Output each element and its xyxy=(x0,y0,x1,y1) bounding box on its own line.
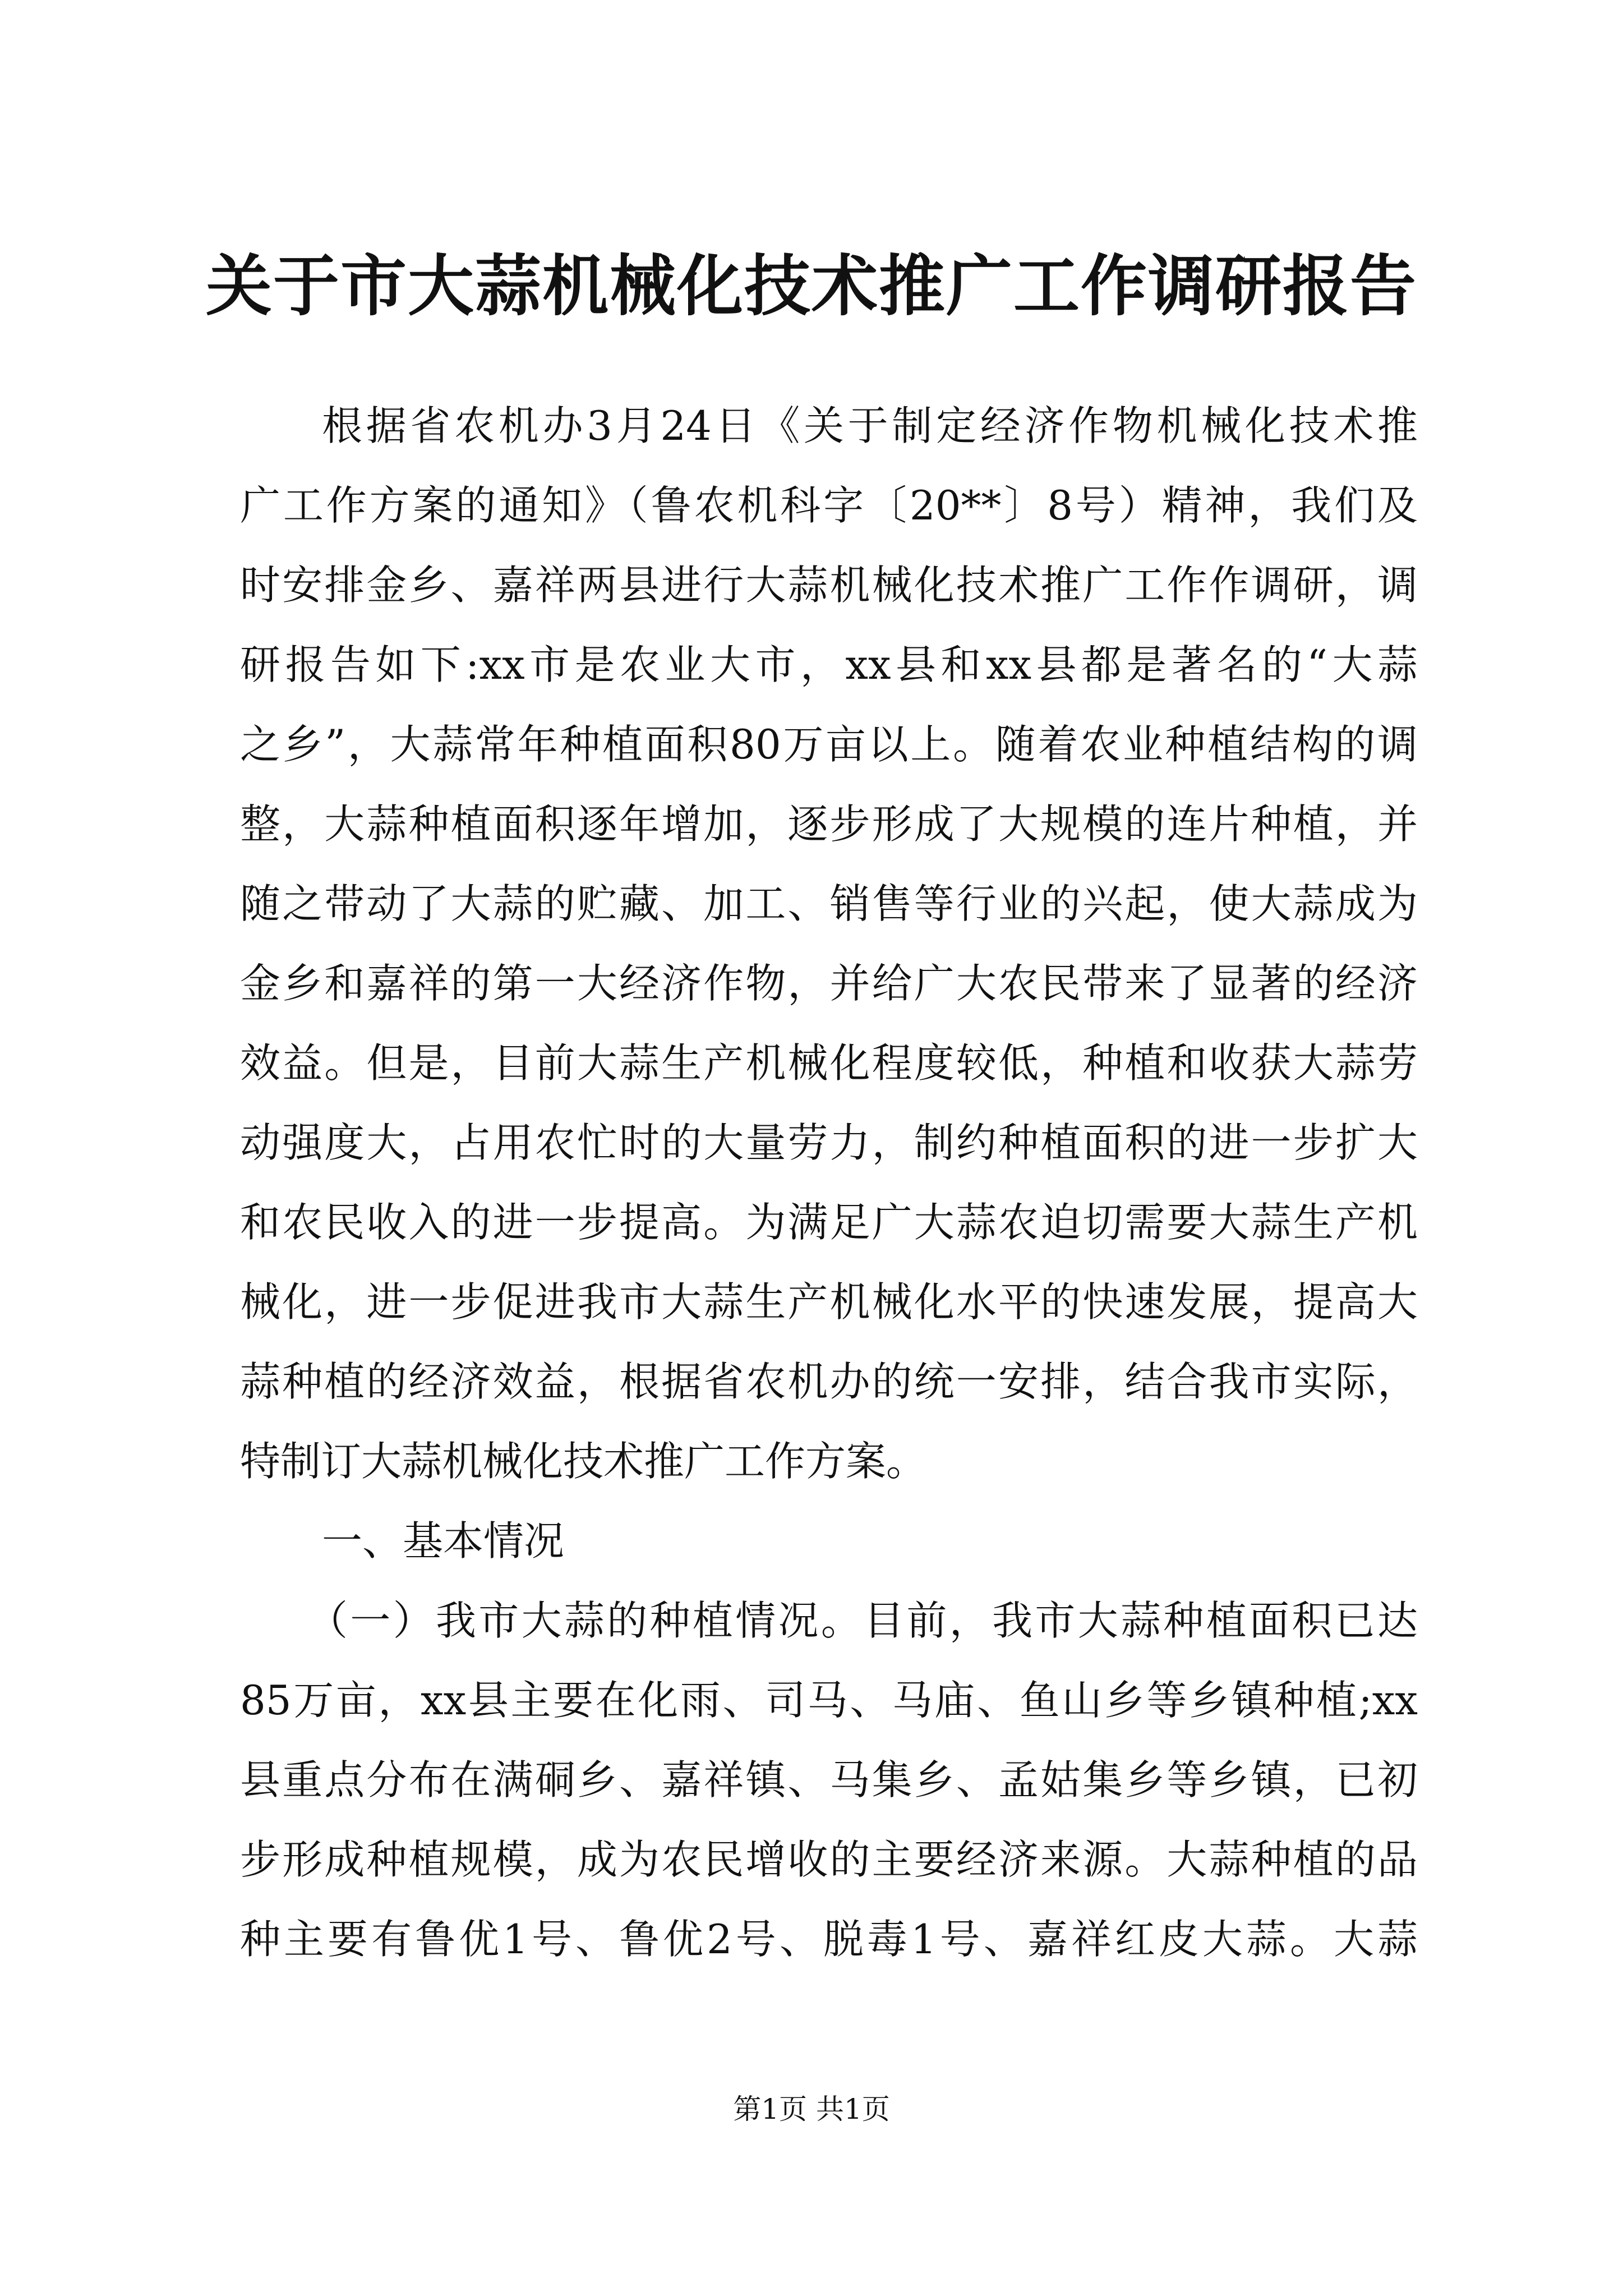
paragraph-1-line: 时安排金乡、嘉祥两县进行大蒜机械化技术推广工作作调研，调 xyxy=(240,562,1418,609)
paragraph-1-line: 整，大蒜种植面积逐年增加，逐步形成了大规模的连片种植，并 xyxy=(240,800,1418,848)
paragraph-1-line: 研报告如下:xx市是农业大市，xx县和xx县都是著名的“大蒜 xyxy=(240,641,1418,688)
paragraph-1-line: 广工作方案的通知》（鲁农机科字〔20**〕8号）精神，我们及 xyxy=(240,482,1418,529)
paragraph-1-line: 特制订大蒜机械化技术推广工作方案。 xyxy=(240,1438,927,1485)
document-title: 关于市大蒜机械化技术推广工作调研报告 xyxy=(205,247,1417,325)
paragraph-1-line: 蒜种植的经济效益，根据省农机办的统一安排，结合我市实际， xyxy=(240,1358,1418,1405)
paragraph-1-line: 根据省农机办3月24日《关于制定经济作物机械化技术推 xyxy=(322,402,1418,449)
document-body xyxy=(240,386,1418,1979)
page-number-footer: 第1页 共1页 xyxy=(733,2093,890,2125)
section-heading: 一、基本情况 xyxy=(322,1517,565,1565)
paragraph-1-line: 效益。但是，目前大蒜生产机械化程度较低，种植和收获大蒜劳 xyxy=(240,1039,1418,1087)
paragraph-2-line: 种主要有鲁优1号、鲁优2号、脱毒1号、嘉祥红皮大蒜。大蒜 xyxy=(240,1916,1418,1963)
paragraph-1-line: 和农民收入的进一步提高。为满足广大蒜农迫切需要大蒜生产机 xyxy=(240,1199,1418,1246)
paragraph-1-line: 械化，进一步促进我市大蒜生产机械化水平的快速发展，提高大 xyxy=(240,1278,1418,1326)
paragraph-1-line: 之乡”，大蒜常年种植面积80万亩以上。随着农业种植结构的调 xyxy=(240,721,1418,768)
paragraph-2-line: 县重点分布在满硐乡、嘉祥镇、马集乡、孟姑集乡等乡镇，已初 xyxy=(240,1756,1418,1803)
paragraph-1-line: 金乡和嘉祥的第一大经济作物，并给广大农民带来了显著的经济 xyxy=(240,960,1418,1007)
paragraph-2-line: （一）我市大蒜的种植情况。目前，我市大蒜种植面积已达 xyxy=(307,1597,1418,1644)
paragraph-2-line: 85万亩，xx县主要在化雨、司马、马庙、鱼山乡等乡镇种植;xx xyxy=(240,1677,1418,1724)
paragraph-1-line: 动强度大，占用农忙时的大量劳力，制约种植面积的进一步扩大 xyxy=(240,1119,1418,1166)
paragraph-2-line: 步形成种植规模，成为农民增收的主要经济来源。大蒜种植的品 xyxy=(240,1836,1418,1883)
paragraph-1-line: 随之带动了大蒜的贮藏、加工、销售等行业的兴起，使大蒜成为 xyxy=(240,880,1418,927)
